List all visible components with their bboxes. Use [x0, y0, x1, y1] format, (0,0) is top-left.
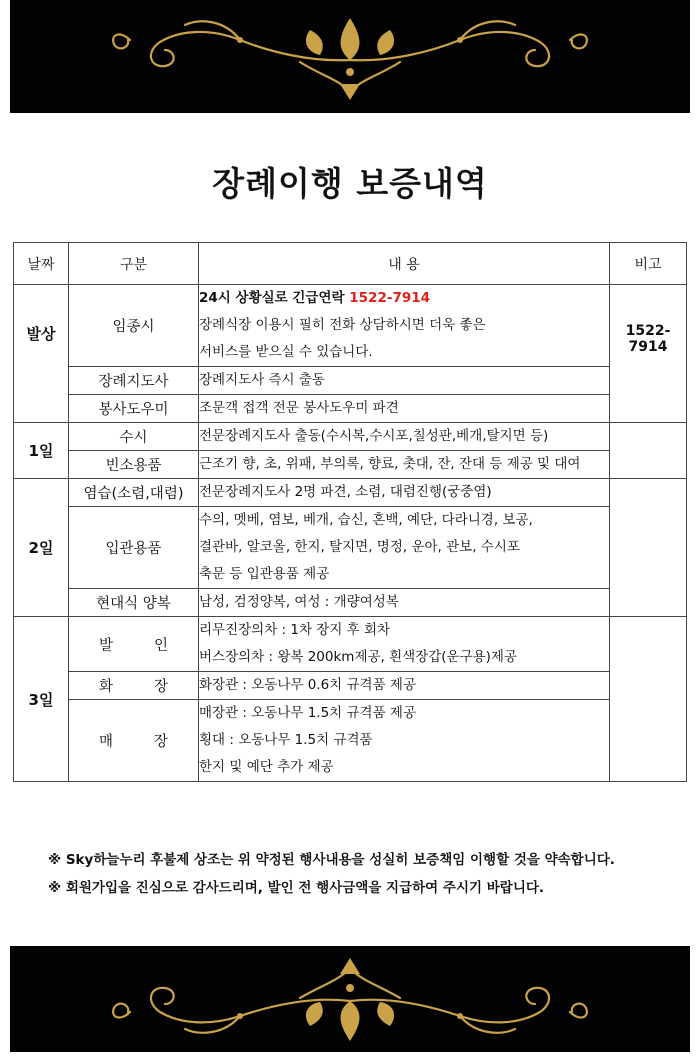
- content-line: 리무진장의차 : 1차 장지 후 회차: [199, 622, 391, 638]
- header-content: 내 용: [199, 243, 610, 285]
- content-cell: [199, 672, 610, 700]
- content-line: 장례식장 이용시 필히 전화 상담하시면 더욱 좋은: [199, 317, 486, 333]
- day-cell: 2일: [14, 479, 69, 617]
- day-cell: 3일: [14, 617, 69, 782]
- category-cell: 현대식 양복: [69, 589, 199, 617]
- footnotes: [48, 846, 615, 902]
- footnote-promise: ※ Sky하늘누리 후불제 상조는 위 약정된 행사내용을 성실히 보증책임 이행할 것을 약속합니다.: [48, 852, 615, 868]
- content-line: 근조기 향, 초, 위패, 부의록, 향료, 촛대, 잔, 잔대 등 제공 및 대여: [199, 456, 581, 472]
- header-date: 날짜: [14, 243, 69, 285]
- table-header-row: [14, 243, 687, 285]
- content-cell: [199, 285, 610, 367]
- bottom-ornament-banner: [10, 946, 690, 1052]
- content-cell: [199, 700, 610, 782]
- page-title: 장례이행 보증내역: [212, 164, 488, 203]
- guarantee-table: [13, 242, 687, 782]
- note-phone: 1522-7914: [610, 285, 687, 423]
- table-row: [14, 423, 687, 451]
- content-cell: [199, 423, 610, 451]
- day-cell: 1일: [14, 423, 69, 479]
- content-line: 결관바, 알코올, 한지, 탈지면, 명정, 운아, 관보, 수시포: [199, 539, 520, 555]
- category-cell: 입관용품: [69, 507, 199, 589]
- content-cell: [199, 507, 610, 589]
- header-note: 비고: [610, 243, 687, 285]
- content-cell: [199, 589, 610, 617]
- content-cell: [199, 617, 610, 672]
- note-cell: [610, 423, 687, 479]
- content-line: 전문장례지도사 출동(수시복,수시포,칠성판,베개,탈지면 등): [199, 428, 549, 444]
- header-category: 구분: [69, 243, 199, 285]
- category-cell: 봉사도우미: [69, 395, 199, 423]
- top-ornament-banner: [10, 0, 690, 113]
- content-line: 24시 상황실로 긴급연락 1522-7914: [199, 290, 431, 306]
- content-line: 남성, 검정양복, 여성 : 개량여성복: [199, 594, 399, 610]
- content-line: 한지 및 예단 추가 제공: [199, 759, 334, 775]
- category-cell: 화 장: [69, 672, 199, 700]
- ornament-icon: [10, 0, 690, 113]
- table-row: [14, 367, 687, 395]
- content-line: 횡대 : 오동나무 1.5치 규격품: [199, 732, 373, 748]
- note-cell: [610, 479, 687, 617]
- footnote-payment: ※ 회원가입을 진심으로 감사드리며, 발인 전 행사금액을 지급하여 주시기 바랍니다.: [48, 880, 545, 896]
- content-line: 수의, 멧베, 염보, 베개, 습신, 혼백, 예단, 다라니경, 보공,: [199, 512, 533, 528]
- table-row: [14, 589, 687, 617]
- category-cell: 수시: [69, 423, 199, 451]
- category-cell: 임종시: [69, 285, 199, 367]
- ornament-icon: [10, 946, 690, 1052]
- category-cell: 매 장: [69, 700, 199, 782]
- table-row: [14, 700, 687, 782]
- table-row: [14, 285, 687, 367]
- content-line: 버스장의차 : 왕복 200km제공, 흰색장갑(운구용)제공: [199, 649, 518, 665]
- category-cell: 장례지도사: [69, 367, 199, 395]
- emergency-phone[interactable]: 1522-7914: [349, 290, 431, 306]
- table-row: [14, 451, 687, 479]
- content-line: 매장관 : 오동나무 1.5치 규격품 제공: [199, 705, 417, 721]
- table-row: [14, 479, 687, 507]
- content-line: 전문장례지도사 2명 파견, 소렴, 대렴진행(궁중염): [199, 484, 492, 500]
- table-row: [14, 507, 687, 589]
- content-cell: [199, 367, 610, 395]
- category-cell: 염습(소렴,대렴): [69, 479, 199, 507]
- content-line: 조문객 접객 전문 봉사도우미 파견: [199, 400, 399, 416]
- category-cell: 빈소용품: [69, 451, 199, 479]
- content-line: 장례지도사 즉시 출동: [199, 372, 325, 388]
- content-cell: [199, 479, 610, 507]
- table-row: [14, 617, 687, 672]
- category-cell: 발 인: [69, 617, 199, 672]
- day-cell: 발상: [14, 285, 69, 423]
- content-cell: [199, 451, 610, 479]
- note-cell: [610, 617, 687, 782]
- table-row: [14, 672, 687, 700]
- content-line: 축문 등 입관용품 제공: [199, 566, 330, 582]
- table-row: [14, 395, 687, 423]
- content-line: 화장관 : 오동나무 0.6치 규격품 제공: [199, 677, 417, 693]
- content-cell: [199, 395, 610, 423]
- content-line: 서비스를 받으실 수 있습니다.: [199, 344, 373, 360]
